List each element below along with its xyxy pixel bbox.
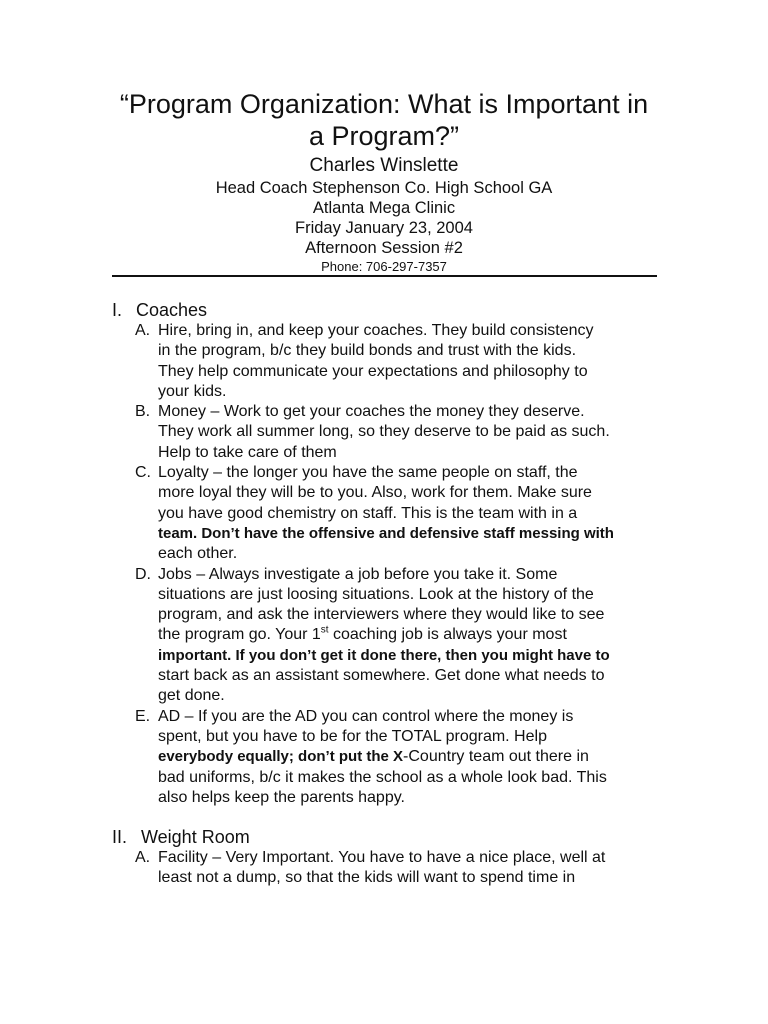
author-position: Head Coach Stephenson Co. High School GA — [215, 179, 553, 197]
list-item-a — [112, 848, 662, 889]
phone-number: Phone: 706-297-7357 — [321, 259, 447, 274]
item-line — [158, 747, 662, 767]
item-line: more loyal they will be to you. Also, work for them. Make sure — [158, 484, 592, 502]
header-divider — [112, 275, 657, 277]
document-header — [0, 88, 768, 275]
list-item-d — [112, 565, 662, 707]
section-heading — [112, 299, 672, 321]
item-line: get done. — [158, 687, 225, 705]
list-item-c — [112, 463, 662, 564]
item-line: each other. — [158, 545, 238, 563]
author-name: Charles Winslette — [309, 155, 459, 176]
item-line: Loyalty – the longer you have the same people on staff, the — [158, 464, 578, 482]
item-line — [158, 625, 662, 645]
item-line: Jobs – Always investigate a job before you take it. Some — [158, 565, 558, 583]
document-title — [84, 88, 684, 152]
item-line: start back as an assistant somewhere. Get done what needs to — [158, 667, 605, 685]
list-item-b — [112, 402, 662, 463]
section-title: Coaches — [136, 300, 208, 320]
item-line: They work all summer long, so they deserve to be paid as such. — [158, 423, 610, 441]
item-line: AD – If you are the AD you can control where the money is — [158, 707, 574, 725]
line-text: -Country team out there in — [403, 748, 589, 766]
item-line: in the program, b/c they build bonds and trust with the kids. — [158, 342, 577, 360]
item-line: program, and ask the interviewers where they would like to see — [158, 606, 605, 624]
item-letter: B. — [135, 403, 151, 421]
section-number: II. — [112, 827, 128, 847]
section-heading — [112, 826, 672, 848]
item-letter: D. — [135, 565, 151, 583]
title-line-2: a Program?” — [308, 121, 460, 151]
item-line: Hire, bring in, and keep your coaches. They build consistency — [158, 322, 594, 339]
item-line: important. If you don’t get it done there, then you might have to — [158, 646, 610, 664]
session-label: Afternoon Session #2 — [305, 239, 463, 257]
line-text: everybody equally; don’t put the X — [158, 748, 404, 766]
item-letter: A. — [135, 849, 151, 866]
superscript: st — [320, 625, 329, 637]
item-line: situations are just loosing situations. Look at the history of the — [158, 585, 594, 603]
section-coaches — [112, 299, 672, 808]
item-letter: E. — [135, 707, 151, 725]
section-number: I. — [112, 300, 123, 320]
title-line-1: “Program Organization: What is Important in — [119, 89, 649, 119]
item-line: team. Don’t have the offensive and defensive staff messing with — [158, 524, 614, 542]
event-date: Friday January 23, 2004 — [295, 219, 473, 237]
section-title: Weight Room — [141, 827, 250, 847]
item-line: bad uniforms, b/c it makes the school as a whole look bad. This — [158, 768, 607, 786]
line-text: coaching job is always your most — [328, 626, 567, 644]
item-line: Money – Work to get your coaches the money they deserve. — [158, 403, 585, 421]
list-item-a — [112, 321, 662, 402]
item-letter: C. — [135, 464, 151, 482]
item-line: you have good chemistry on staff. This is the team with in a — [158, 504, 578, 522]
item-line: Help to take care of them — [158, 443, 337, 461]
item-line: also helps keep the parents happy. — [158, 788, 405, 806]
item-line: spent, but you have to be for the TOTAL program. Help — [158, 727, 547, 745]
item-line: your kids. — [158, 382, 227, 400]
event-name: Atlanta Mega Clinic — [312, 199, 456, 217]
list-item-e — [112, 707, 662, 808]
item-line: Facility – Very Important. You have to have a nice place, well at — [158, 849, 606, 866]
item-line: They help communicate your expectations and philosophy to — [158, 362, 588, 380]
section-weight-room — [112, 826, 672, 889]
item-letter: A. — [135, 322, 151, 339]
line-text: the program go. Your 1 — [158, 626, 321, 644]
item-line: least not a dump, so that the kids will want to spend time in — [158, 869, 576, 887]
